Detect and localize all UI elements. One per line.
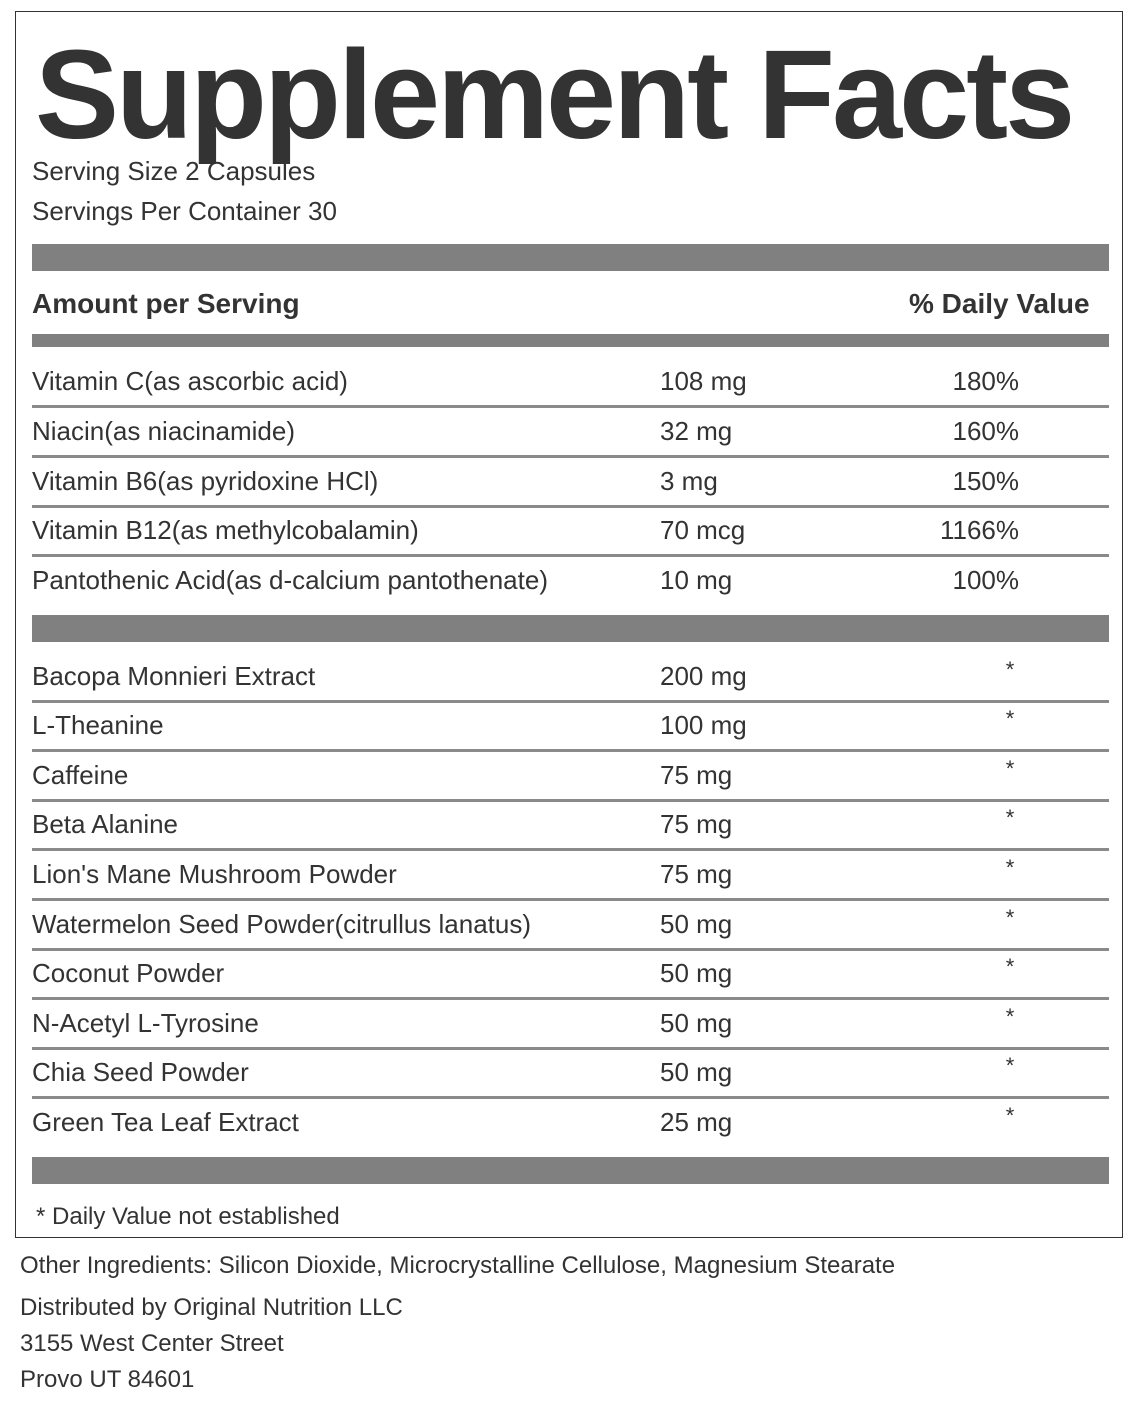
ingredient-daily-value: * — [1005, 855, 1015, 880]
nutrient-amount: 10 mg — [660, 565, 733, 595]
daily-value-heading: % Daily Value — [909, 288, 1090, 319]
nutrient-daily-value: 100% — [952, 565, 1019, 595]
table-row — [32, 408, 1109, 458]
section-divider-header — [32, 334, 1109, 347]
table-row — [32, 851, 1109, 901]
table-row — [32, 702, 1109, 752]
ingredient-amount: 50 mg — [660, 909, 733, 939]
nutrient-name: Vitamin B6(as pyridoxine HCl) — [32, 466, 379, 496]
ingredient-amount: 75 mg — [660, 760, 733, 790]
table-row — [32, 950, 1109, 1000]
ingredient-name: Green Tea Leaf Extract — [32, 1107, 299, 1137]
distributor-city: Provo UT 84601 — [20, 1366, 195, 1393]
ingredient-daily-value: * — [1005, 1103, 1015, 1128]
table-row — [32, 901, 1109, 951]
ingredient-daily-value: * — [1005, 954, 1015, 979]
ingredient-name: Lion's Mane Mushroom Powder — [32, 859, 397, 889]
section-divider-blend — [32, 615, 1109, 642]
ingredient-amount: 25 mg — [660, 1107, 733, 1137]
nutrient-name: Vitamin B12(as methylcobalamin) — [32, 515, 419, 545]
amount-per-serving-heading: Amount per Serving — [32, 288, 300, 319]
ingredient-daily-value: * — [1005, 756, 1015, 781]
nutrient-amount: 108 mg — [660, 366, 747, 396]
nutrient-amount: 3 mg — [660, 466, 718, 496]
ingredient-name: Chia Seed Powder — [32, 1057, 249, 1087]
serving-size: Serving Size 2 Capsules — [32, 156, 316, 186]
table-row — [32, 458, 1109, 508]
ingredient-daily-value: * — [1005, 805, 1015, 830]
ingredient-amount: 200 mg — [660, 661, 747, 691]
nutrient-daily-value: 150% — [952, 466, 1019, 496]
ingredient-name: L-Theanine — [32, 710, 164, 740]
ingredient-daily-value: * — [1005, 1053, 1015, 1078]
ingredient-name: Bacopa Monnieri Extract — [32, 661, 316, 691]
ingredient-daily-value: * — [1005, 905, 1015, 930]
nutrient-name: Pantothenic Acid(as d-calcium pantothenate) — [32, 565, 548, 595]
distributor-name: Distributed by Original Nutrition LLC — [20, 1294, 403, 1321]
section-divider-top — [32, 244, 1109, 271]
table-row — [32, 557, 1109, 607]
ingredient-daily-value: * — [1005, 706, 1015, 731]
table-row — [32, 1000, 1109, 1050]
table-row — [32, 752, 1109, 802]
ingredient-amount: 50 mg — [660, 1008, 733, 1038]
nutrient-daily-value: 180% — [952, 366, 1019, 396]
ingredient-daily-value: * — [1005, 1004, 1015, 1029]
daily-value-footnote: * Daily Value not established — [36, 1203, 340, 1230]
nutrient-daily-value: 1166% — [939, 515, 1019, 545]
nutrient-daily-value: 160% — [952, 416, 1019, 446]
panel-title: Supplement Facts — [35, 24, 1073, 165]
nutrient-name: Niacin(as niacinamide) — [32, 416, 295, 446]
supplement-facts-panel — [15, 11, 1123, 1238]
section-divider-bottom — [32, 1157, 1109, 1184]
table-row — [32, 1049, 1109, 1099]
nutrient-name: Vitamin C(as ascorbic acid) — [32, 366, 348, 396]
table-row — [32, 507, 1109, 557]
table-row — [32, 801, 1109, 851]
ingredient-amount: 50 mg — [660, 958, 733, 988]
table-row — [32, 1099, 1109, 1149]
table-row — [32, 653, 1109, 703]
ingredient-name: Coconut Powder — [32, 958, 225, 988]
ingredient-name: Caffeine — [32, 760, 129, 790]
distributor-street: 3155 West Center Street — [20, 1330, 284, 1357]
ingredient-amount: 75 mg — [660, 859, 733, 889]
ingredient-amount: 50 mg — [660, 1057, 733, 1087]
other-ingredients: Other Ingredients: Silicon Dioxide, Microcrystalline Cellulose, Magnesium Stearate — [20, 1252, 896, 1279]
ingredient-name: Watermelon Seed Powder(citrullus lanatus) — [32, 909, 532, 939]
nutrient-amount: 70 mcg — [660, 515, 746, 545]
ingredient-name: N-Acetyl L-Tyrosine — [32, 1008, 259, 1038]
ingredient-name: Beta Alanine — [32, 809, 179, 839]
ingredient-amount: 100 mg — [660, 710, 747, 740]
ingredient-daily-value: * — [1005, 657, 1015, 682]
table-row — [32, 358, 1109, 408]
servings-per-container: Servings Per Container 30 — [32, 196, 337, 226]
ingredient-amount: 75 mg — [660, 809, 733, 839]
nutrient-amount: 32 mg — [660, 416, 733, 446]
